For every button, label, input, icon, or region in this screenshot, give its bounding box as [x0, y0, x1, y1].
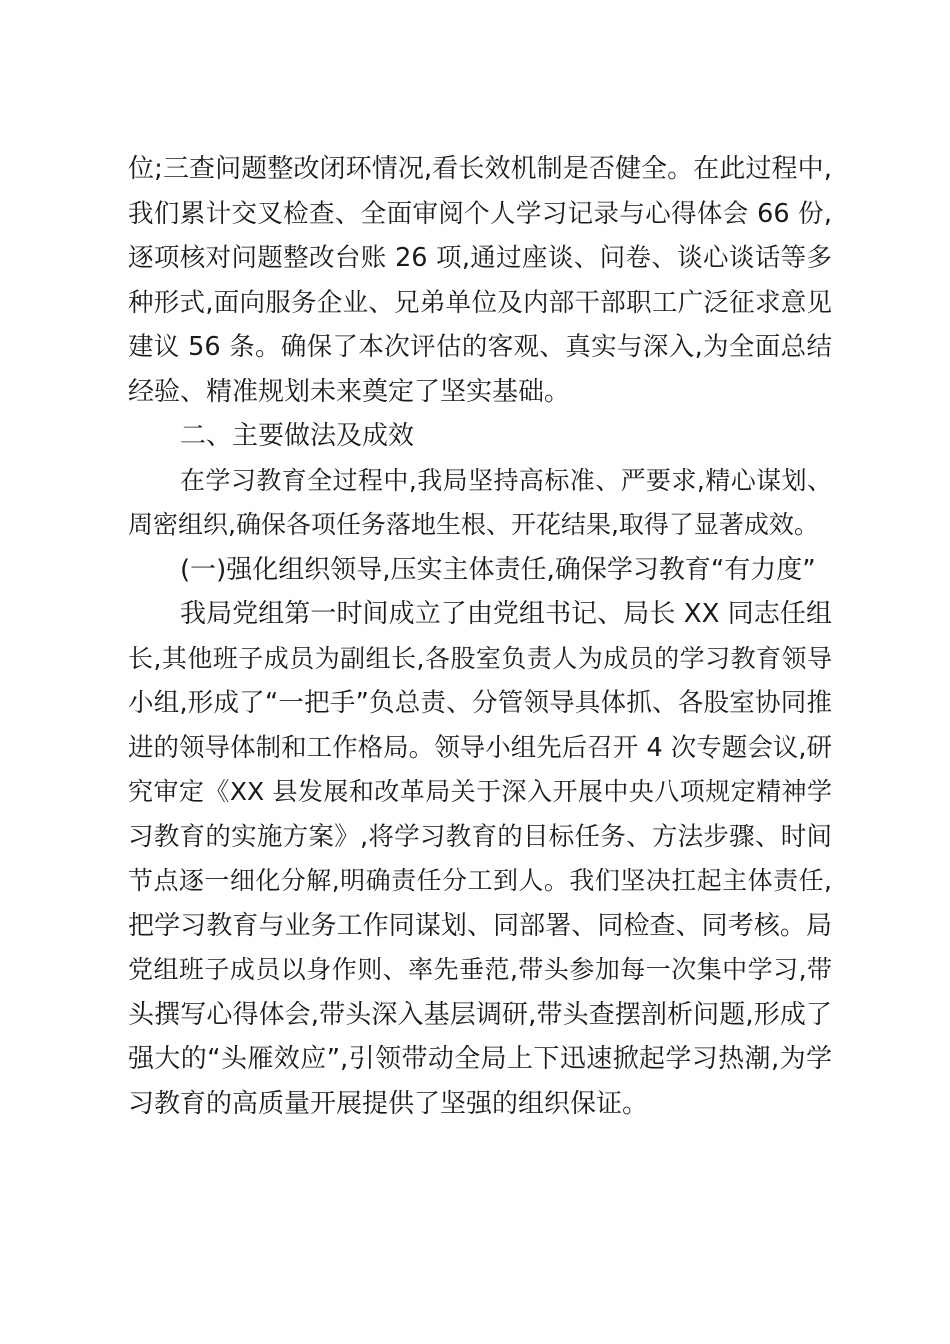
- text-line-14: 进的领导体制和工作格局。领导小组先后召开 4 次专题会议,研: [128, 732, 832, 763]
- text-line-6: 经验、精准规划未来奠定了坚实基础。: [128, 376, 571, 407]
- text-line-15: 究审定《XX 县发展和改革局关于深入开展中央八项规定精神学: [128, 777, 832, 806]
- text-line-12: 长,其他班子成员为副组长,各股室负责人为成员的学习教育领导: [128, 643, 832, 673]
- text-line-13: 小组,形成了“一把手”负总责、分管领导具体抓、各股室协同推: [128, 688, 832, 718]
- text-line-2: 我们累计交叉检查、全面审阅个人学习记录与心得体会 66 份,: [128, 198, 832, 229]
- text-line-1: 位;三查问题整改闭环情况,看长效机制是否健全。在此过程中,: [128, 154, 832, 184]
- text-line-3: 逐项核对问题整改台账 26 项,通过座谈、问卷、谈心谈话等多: [128, 243, 832, 273]
- text-line-8: 在学习教育全过程中,我局坚持高标准、严要求,精心谋划、: [180, 465, 832, 495]
- text-line-19: 党组班子成员以身作则、率先垂范,带头参加每一次集中学习,带: [128, 955, 832, 984]
- text-line-4: 种形式,面向服务企业、兄弟单位及内部干部职工广泛征求意见: [128, 287, 832, 318]
- text-line-5: 建议 56 条。确保了本次评估的客观、真实与深入,为全面总结: [128, 332, 832, 362]
- document-body: [128, 147, 832, 1126]
- text-line-16: 习教育的实施方案》,将学习教育的目标任务、方法步骤、时间: [128, 821, 832, 852]
- text-line-17: 节点逐一细化分解,明确责任分工到人。我们坚决扛起主体责任,: [128, 866, 832, 895]
- text-line-18: 把学习教育与业务工作同谋划、同部署、同检查、同考核。局: [128, 910, 832, 941]
- text-line-11: 我局党组第一时间成立了由党组书记、局长 XX 同志任组: [180, 599, 832, 629]
- section-heading: 二、主要做法及成效: [180, 421, 415, 451]
- text-line-20: 头撰写心得体会,带头深入基层调研,带头查摆剖析问题,形成了: [128, 999, 832, 1030]
- text-line-9: 周密组织,确保各项任务落地生根、开花结果,取得了显著成效。: [128, 510, 819, 539]
- text-line-21: 强大的“头雁效应”,引领带动全局上下迅速掀起学习热潮,为学: [128, 1044, 832, 1074]
- text-line-22: 习教育的高质量开展提供了坚强的组织保证。: [128, 1088, 649, 1119]
- subsection-heading: (一)强化组织领导,压实主体责任,确保学习教育“有力度”: [180, 554, 816, 585]
